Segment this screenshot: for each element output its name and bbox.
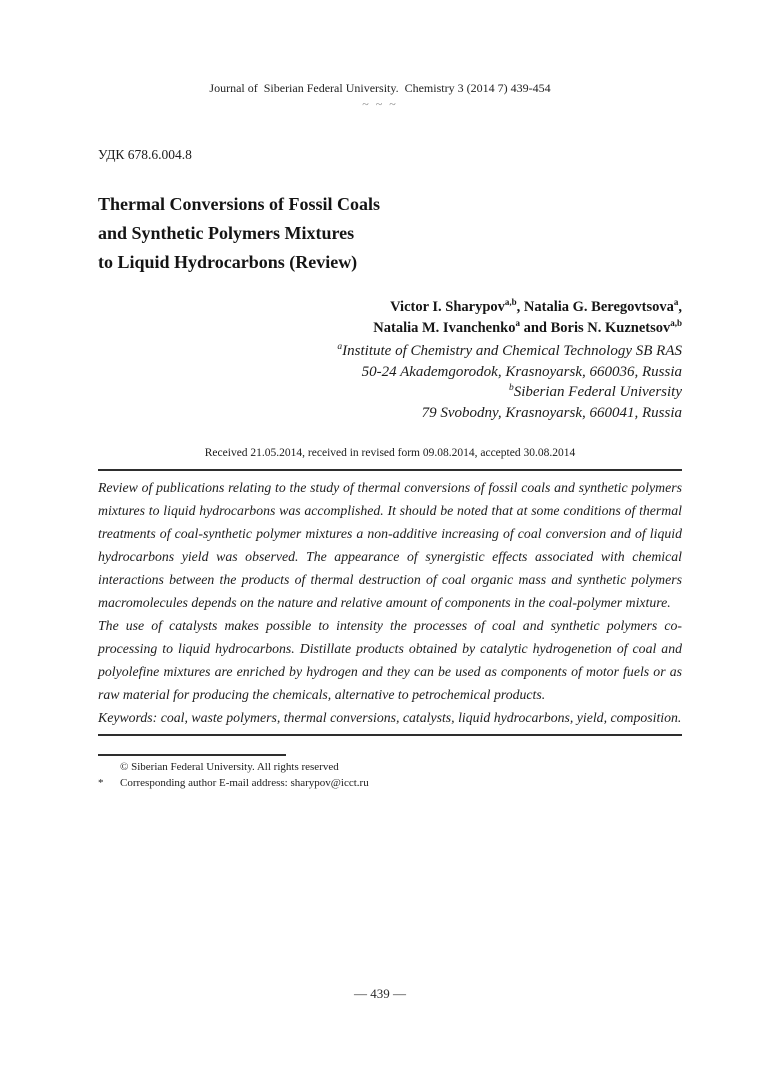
author-superscript: a	[673, 297, 679, 308]
received-dates-line: Received 21.05.2014, received in revised form 09.08.2014, accepted 30.08.2014	[204, 447, 576, 459]
author-name: Natalia M. Ivanchenko	[373, 320, 516, 336]
footnote-asterisk-marker: *	[98, 776, 104, 789]
article-title	[98, 190, 682, 277]
affiliation-line: 50-24 Akademgorodok, Krasnoyarsk, 660036, Russia	[361, 363, 682, 380]
footnote-block	[98, 754, 682, 791]
abstract-paragraph-1: Review of publications relating to the study of thermal conversions of fossil coals and synthetic polymers mixtures to liquid hydrocarbons was accomplished. It should be noted that at some conditions of thermal treatments of coal-synthetic polymer mixtures a non-additive increasing of coal conversion and of liquid hydrocarbons yield was observed. The appearance of synergistic effects associated with chemical interactions between the products of thermal destruction of coal organic mass and synthetic polymers macromolecules depends on the nature and relative amount of components in the coal-polymer mixture.	[98, 480, 682, 610]
title-line-1: Thermal Conversions of Fossil Coals	[98, 194, 381, 214]
title-line-2: and Synthetic Polymers Mixtures	[98, 223, 355, 243]
author-superscript: a,b	[670, 318, 682, 329]
author-name: Victor I. Sharypov	[390, 299, 505, 315]
author-name: , Natalia G. Beregovtsova	[516, 299, 674, 315]
author-name: and Boris N. Kuznetsov	[519, 320, 671, 336]
author-name-separator: ,	[678, 299, 682, 315]
footnote-rule	[98, 754, 286, 756]
affiliation-line: $^a$Institute of Chemistry and Chemical Technology SB RAS	[337, 342, 682, 359]
authors-block	[98, 297, 682, 339]
journal-header: Journal of Siberian Federal University. Chemistry 3 (2014 7) 439-454	[209, 81, 551, 95]
copyright-line: © Siberian Federal University. All rights reserved	[120, 760, 339, 773]
affiliation-superscript: a	[337, 342, 343, 352]
page-number: — 439 —	[354, 986, 406, 1001]
author-superscript: a,b	[504, 297, 517, 308]
affiliation-superscript: b	[508, 383, 514, 393]
affiliation-line: $^b$Siberian Federal University	[508, 383, 682, 400]
header-ornament: ~ ~ ~	[362, 97, 398, 111]
affiliations-block	[98, 341, 682, 423]
bottom-divider-rule	[98, 734, 682, 736]
title-line-3: to Liquid Hydrocarbons (Review)	[98, 252, 358, 272]
affiliation-line: 79 Svobodny, Krasnoyarsk, 660041, Russia	[421, 404, 682, 421]
author-superscript: a	[515, 318, 520, 329]
udk-code: УДК 678.6.004.8	[98, 147, 192, 162]
abstract-paragraph-2: The use of catalysts makes possible to intensity the processes of coal and synthetic polymers co-processing to liquid hydrocarbons. Distillate products obtained by catalytic hydrogenetion of coal and polyolefine mixtures are enriched by hydrogen and they can be used as components of motor fuels or as raw material for producing the chemicals, alternative to petrochemical products.	[98, 618, 682, 702]
author-line-2	[98, 318, 682, 339]
author-line-1	[98, 297, 682, 318]
top-divider-rule	[98, 469, 682, 471]
corresponding-author-line: * Corresponding author E-mail address: sharypov@icct.ru	[98, 776, 369, 789]
keywords-line: Keywords: coal, waste polymers, thermal conversions, catalysts, liquid hydrocarbons, yield, composition.	[98, 710, 682, 725]
abstract-block	[98, 476, 682, 791]
